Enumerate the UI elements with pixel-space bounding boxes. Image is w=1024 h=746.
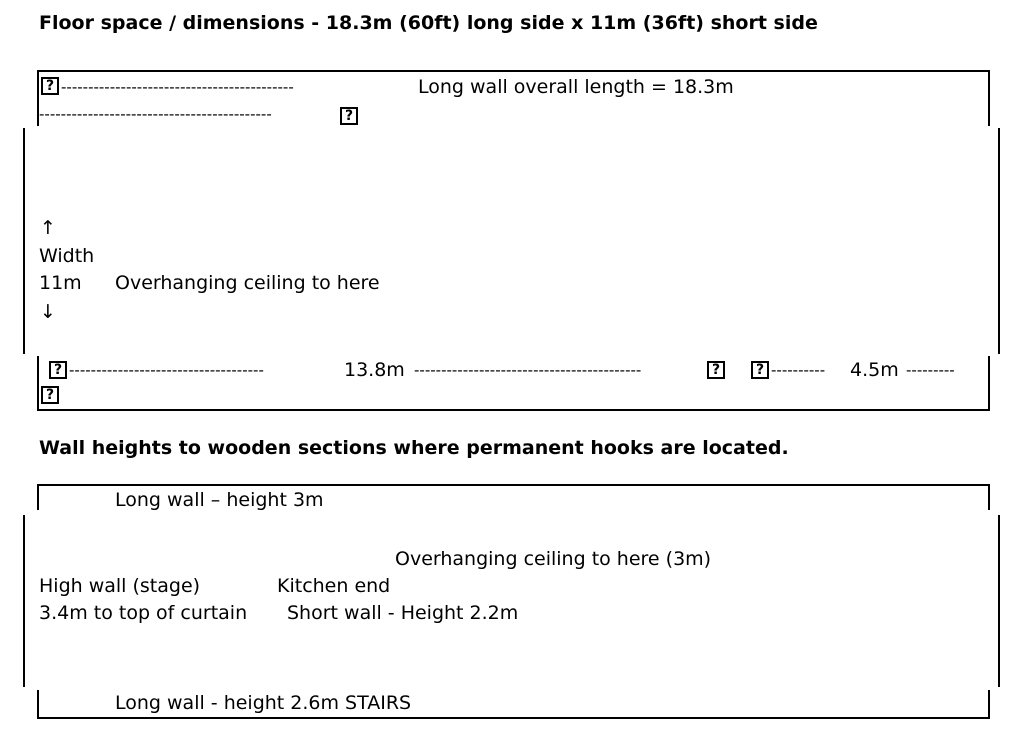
heights-top-right-tick (988, 484, 990, 510)
heights-right-wall (998, 515, 1000, 687)
arrow-down-icon: ↓ (40, 301, 56, 323)
plan-left-wall (23, 128, 25, 354)
heights-bottom-edge (37, 717, 990, 719)
segment-13-8m-label: 13.8m (344, 359, 405, 381)
missing-image-icon: ? (340, 107, 358, 125)
overhang-label: Overhanging ceiling to here (115, 272, 380, 294)
plan-bottom-edge (37, 409, 990, 411)
dashed-guide-line: ------------------------------------------ (414, 361, 642, 379)
heights-top-left-tick (37, 484, 39, 510)
missing-image-icon: ? (751, 361, 769, 379)
overhang-3m-label: Overhanging ceiling to here (3m) (395, 548, 712, 570)
heights-bottom-left-tick (37, 690, 39, 718)
heights-bottom-right-tick (988, 690, 990, 718)
plan-top-right-tick (988, 70, 990, 126)
heights-top-edge (37, 484, 990, 486)
long-wall-top-label: Long wall – height 3m (115, 489, 324, 511)
plan-bottom-left-tick (37, 356, 39, 410)
missing-image-icon: ? (49, 361, 67, 379)
high-wall-detail: 3.4m to top of curtain (39, 602, 248, 624)
long-wall-length-label: Long wall overall length = 18.3m (418, 76, 734, 98)
page-title: Floor space / dimensions - 18.3m (60ft) long side x 11m (36ft) short side (39, 12, 818, 34)
kitchen-end-label: Kitchen end (277, 575, 391, 597)
dashed-guide-line: --------- (906, 361, 955, 379)
arrow-up-icon: ↑ (40, 217, 56, 239)
dashed-guide-line: ------------------------------------------- (61, 78, 294, 96)
plan-top-edge (37, 70, 990, 72)
short-wall-label: Short wall - Height 2.2m (287, 602, 519, 624)
missing-image-icon: ? (41, 77, 59, 95)
section-title: Wall heights to wooden sections where permanent hooks are located. (39, 437, 789, 459)
missing-image-icon: ? (707, 361, 725, 379)
heights-left-wall (23, 515, 25, 687)
plan-right-wall (998, 128, 1000, 354)
dashed-guide-line: ------------------------------------ (69, 361, 264, 379)
high-wall-label: High wall (stage) (39, 575, 201, 597)
plan-bottom-right-tick (988, 356, 990, 410)
dashed-guide-line: ------------------------------------------- (39, 105, 272, 123)
width-value: 11m (39, 272, 82, 294)
segment-4-5m-label: 4.5m (850, 359, 899, 381)
dashed-guide-line: ---------- (771, 361, 826, 379)
long-wall-bottom-label: Long wall - height 2.6m STAIRS (115, 692, 412, 714)
missing-image-icon: ? (41, 386, 59, 404)
width-label: Width (39, 245, 95, 267)
